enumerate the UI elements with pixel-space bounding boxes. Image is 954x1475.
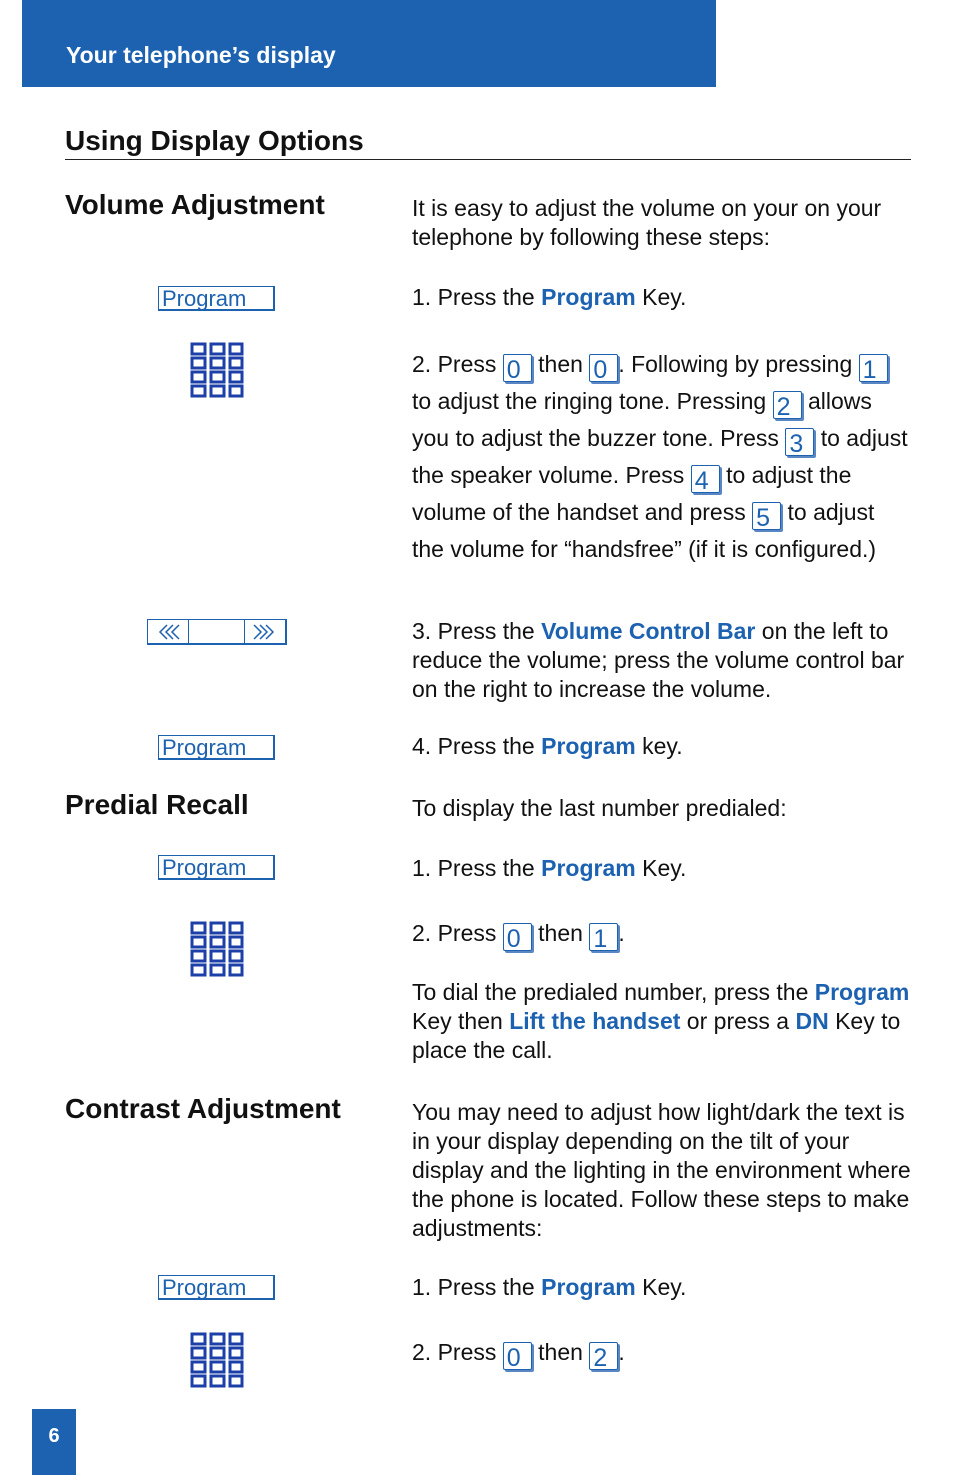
key-4-icon: 4 (691, 465, 720, 493)
program-key-icon: Program (158, 735, 275, 760)
contrast-step-1: 1. Press the Program Key. (412, 1274, 687, 1300)
header-title: Your telephone’s display (66, 42, 336, 68)
volume-step-4: 4. Press the Program key. (412, 733, 683, 759)
predial-note: To dial the predialed number, press the Program Key then Lift the handset or press a DN Key to place the call. (412, 979, 910, 1063)
chevron-left-double-icon (151, 623, 187, 641)
predial-intro: To display the last number predialed: (412, 795, 787, 821)
volume-step-2: 2. Press 0 then 0 . Following by pressing 1 to adjust the ringing tone. Pressing 2 allows you to adjust the buzzer tone. Press 3 to adjust the speaker volume. Press 4 to adjust the volume of the handset and press 5 to adjust the volume for “handsfree” (if it is configured.) (412, 351, 908, 562)
key-5-icon: 5 (752, 502, 781, 530)
program-key-icon: Program (158, 1275, 275, 1300)
page-number: 6 (32, 1409, 76, 1475)
key-1-icon: 1 (589, 923, 618, 951)
dialpad-icon (190, 921, 244, 977)
chevron-right-double-icon (246, 623, 282, 641)
volume-up-segment (244, 620, 285, 643)
key-0-icon: 0 (589, 354, 618, 382)
contrast-step-2: 2. Press 0 then 2 . (412, 1339, 625, 1372)
program-key-icon: Program (158, 286, 275, 311)
key-3-icon: 3 (785, 428, 814, 456)
volume-control-bar-icon (147, 619, 287, 645)
key-0-icon: 0 (503, 1342, 532, 1370)
predial-heading: Predial Recall (65, 789, 249, 820)
contrast-heading: Contrast Adjustment (65, 1093, 341, 1124)
key-2-icon: 2 (589, 1342, 618, 1370)
dialpad-icon (190, 1332, 244, 1388)
predial-step-1: 1. Press the Program Key. (412, 855, 687, 881)
section-title: Using Display Options (65, 125, 364, 156)
volume-down-segment (148, 620, 189, 643)
key-2-icon: 2 (773, 391, 802, 419)
contrast-intro: You may need to adjust how light/dark the text is in your display depending on the tilt of your display and the lighting in the environment where the phone is located. Follow these steps to make adjustments: (412, 1099, 911, 1241)
header-band (22, 0, 716, 87)
dialpad-icon (190, 342, 244, 398)
volume-step-3: 3. Press the Volume Control Bar on the left to reduce the volume; press the volume control bar on the right to increase the volume. (412, 618, 905, 702)
program-key-icon: Program (158, 855, 275, 880)
key-1-icon: 1 (859, 354, 888, 382)
key-0-icon: 0 (503, 923, 532, 951)
volume-step-1: 1. Press the Program Key. (412, 284, 687, 310)
volume-heading: Volume Adjustment (65, 189, 325, 220)
volume-intro: It is easy to adjust the volume on your on your telephone by following these steps: (412, 195, 882, 250)
section-divider (65, 159, 911, 160)
key-0-icon: 0 (503, 354, 532, 382)
predial-step-2: 2. Press 0 then 1 . (412, 920, 625, 953)
